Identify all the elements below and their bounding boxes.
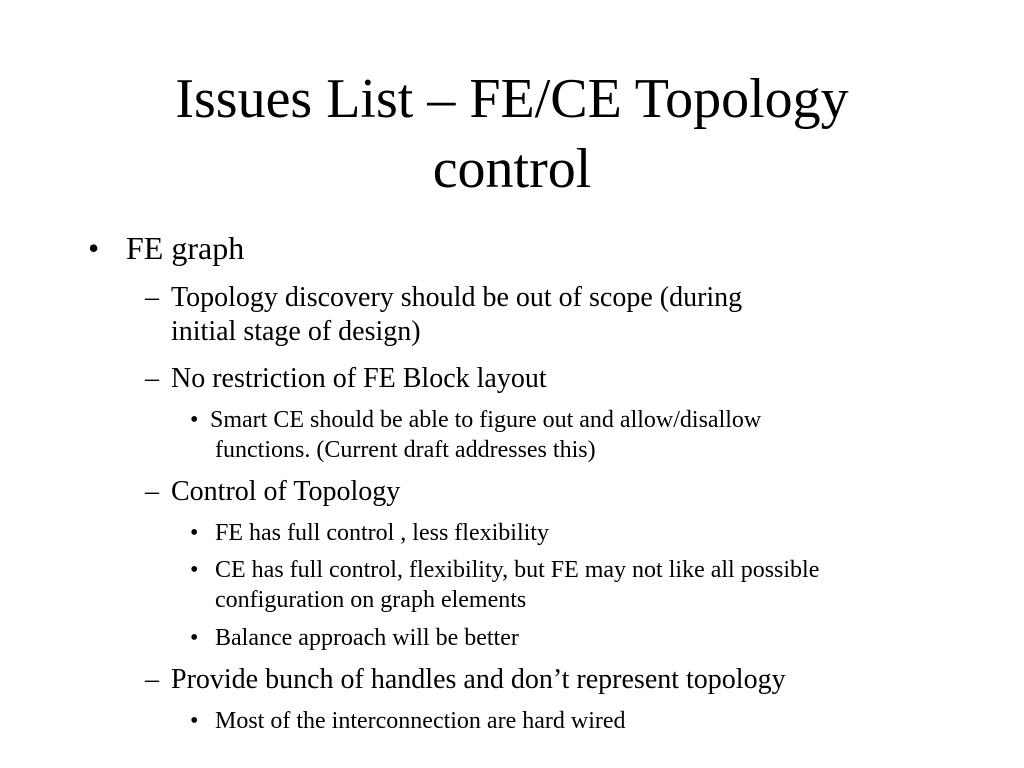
slide-title — [60, 64, 964, 204]
subsubbullet-text: FE has full control , less flexibility — [215, 520, 549, 546]
subbullet-text: Provide bunch of handles and don’t represent topology — [171, 664, 786, 695]
subsubbullet-marker: • — [190, 520, 199, 546]
subbullet-marker: – — [145, 282, 159, 313]
slide-title-line-2: control — [432, 138, 592, 200]
subsubbullet-text-line-1: Smart CE should be able to figure out and allow/disallow — [210, 407, 762, 433]
subbullet-text: No restriction of FE Block layout — [171, 363, 547, 394]
subbullet-marker: – — [145, 363, 159, 394]
subsubbullet-text-line-2: configuration on graph elements — [215, 587, 527, 613]
subsubbullet-text-line-1: CE has full control, flexibility, but FE may not like all possible — [215, 557, 820, 583]
subbullet-text: Control of Topology — [171, 476, 401, 507]
subsubbullet-text: Most of the interconnection are hard wired — [215, 708, 626, 734]
subbullet-text-line-2: initial stage of design) — [171, 316, 421, 347]
bullet-text: FE graph — [126, 230, 245, 266]
subsubbullet-text: Balance approach will be better — [215, 625, 519, 651]
subsubbullet-marker: • — [190, 557, 199, 583]
bullet-marker: • — [88, 230, 100, 266]
subsubbullet-marker: • — [190, 407, 199, 433]
subbullet-marker: – — [145, 664, 159, 695]
subsubbullet-marker: • — [190, 708, 199, 734]
subsubbullet-marker: • — [190, 625, 199, 651]
subbullet-text-line-1: Topology discovery should be out of scope (during — [171, 282, 743, 313]
slide-title-line-1: Issues List – FE/CE Topology — [175, 68, 849, 130]
subsubbullet-text-line-2: functions. (Current draft addresses this) — [215, 437, 596, 463]
subbullet-marker: – — [145, 476, 159, 507]
